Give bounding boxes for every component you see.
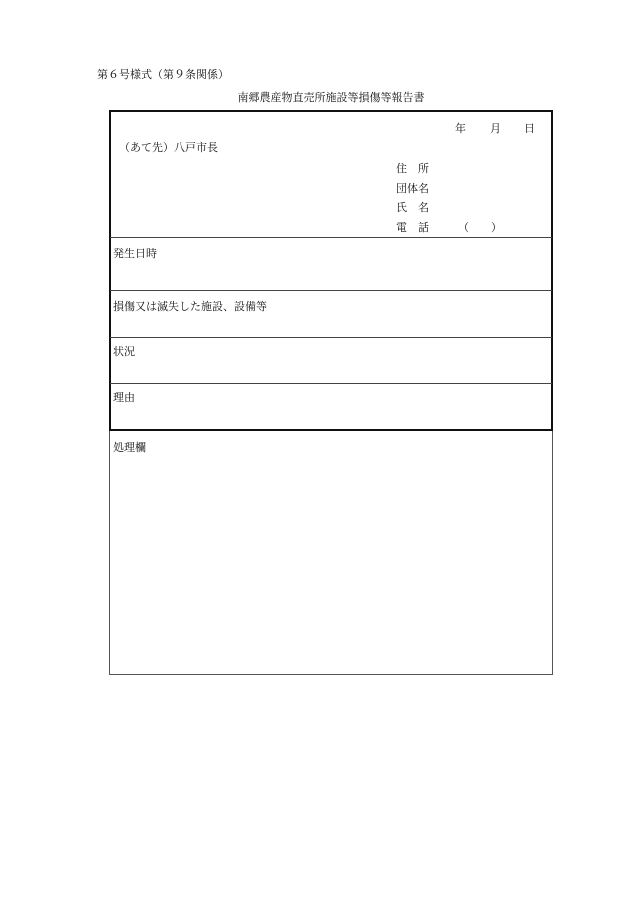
- divider: [110, 237, 552, 238]
- divider: [110, 383, 552, 384]
- processing-label: 処理欄: [113, 441, 146, 454]
- divider: [110, 290, 552, 291]
- group-name-label: 団体名: [396, 182, 429, 195]
- date-day-label: 日: [524, 122, 535, 135]
- date-year-label: 年: [455, 122, 466, 135]
- damaged-facility-label: 損傷又は滅失した施設、設備等: [113, 300, 267, 313]
- addressee: （あて先）八戸市長: [119, 141, 218, 154]
- divider: [110, 337, 552, 338]
- occurrence-datetime-label: 発生日時: [113, 247, 157, 260]
- form-number: 第６号様式（第９条関係）: [97, 68, 229, 81]
- reason-label: 理由: [113, 391, 135, 404]
- date-month-label: 月: [490, 122, 501, 135]
- situation-label: 状況: [113, 345, 135, 358]
- address-label: 住 所: [396, 162, 429, 175]
- phone-area-code-parentheses: （ ）: [458, 221, 502, 234]
- phone-label: 電 話: [396, 221, 429, 234]
- name-label: 氏 名: [396, 201, 429, 214]
- document-title: 南郷農産物直売所施設等損傷等報告書: [237, 91, 425, 104]
